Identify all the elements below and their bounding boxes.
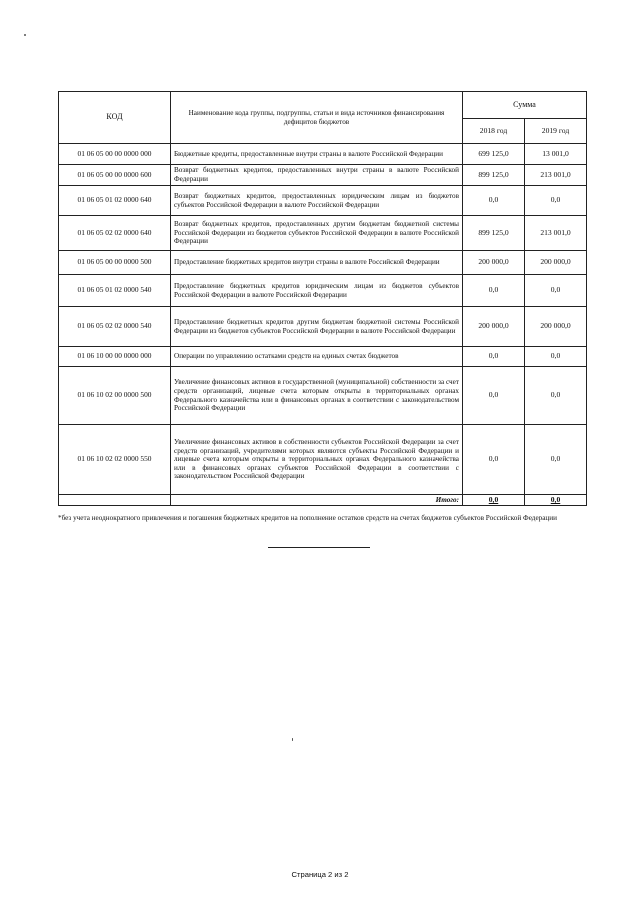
row-code: 01 06 05 00 00 0000 600 bbox=[59, 165, 171, 186]
row-name: Предоставление бюджетных кредитов другим бюджетам бюджетной системы Российской Федерации из бюджетов субъектов Российской Федерации в валюте Российской Федерации bbox=[171, 307, 463, 347]
row-value-2019: 13 001,0 bbox=[525, 144, 587, 165]
table-row bbox=[59, 307, 587, 347]
row-value-2018: 699 125,0 bbox=[463, 144, 525, 165]
row-value-2019: 200 000,0 bbox=[525, 251, 587, 275]
scan-speck bbox=[24, 34, 26, 36]
scan-speck bbox=[292, 738, 293, 741]
row-value-2018: 899 125,0 bbox=[463, 216, 525, 251]
row-value-2019: 0,0 bbox=[525, 367, 587, 425]
row-value-2018: 899 125,0 bbox=[463, 165, 525, 186]
row-name: Увеличение финансовых активов в собственности субъектов Российской Федерации за счет средств организаций, учредителями которых являются субъекты Российской Федерации и лицевые счета которым открыты в территориальных органах Федерального казначейства или в финансовых органах субъектов Российской Федерации в соответствии с законодательством Российской Федерации bbox=[171, 425, 463, 495]
table-row bbox=[59, 251, 587, 275]
footnote: *без учета неоднократного привлечения и погашения бюджетных кредитов на пополнение остатков средств на счетах бюджетов субъектов Российской Федерации bbox=[58, 514, 557, 522]
table-row bbox=[59, 186, 587, 216]
row-code: 01 06 05 01 02 0000 640 bbox=[59, 186, 171, 216]
row-code: 01 06 10 00 00 0000 000 bbox=[59, 347, 171, 367]
row-value-2018: 200 000,0 bbox=[463, 307, 525, 347]
total-value-2018: 0,0 bbox=[463, 495, 525, 506]
row-code: 01 06 05 02 02 0000 640 bbox=[59, 216, 171, 251]
row-value-2019: 200 000,0 bbox=[525, 307, 587, 347]
table-row bbox=[59, 216, 587, 251]
total-value-2019: 0,0 bbox=[525, 495, 587, 506]
header-code: КОД bbox=[59, 92, 171, 144]
header-year-2019: 2019 год bbox=[525, 119, 587, 144]
table-row bbox=[59, 367, 587, 425]
header-name: Наименование кода группы, подгруппы, статьи и вида источников финансирования дефицитов бюджетов bbox=[171, 92, 463, 144]
financing-sources-table bbox=[58, 91, 587, 506]
row-value-2019: 213 001,0 bbox=[525, 165, 587, 186]
row-value-2018: 0,0 bbox=[463, 367, 525, 425]
total-blank-cell bbox=[59, 495, 171, 506]
row-name: Увеличение финансовых активов в государственной (муниципальной) собственности за счет средств организаций, лицевые счета которым открыты в территориальных органах Федерального казначейства или в финансовых органах в соответствии с законодательством Российской Федерации bbox=[171, 367, 463, 425]
row-code: 01 06 05 02 02 0000 540 bbox=[59, 307, 171, 347]
row-name: Предоставление бюджетных кредитов внутри страны в валюте Российской Федерации bbox=[171, 251, 463, 275]
row-value-2018: 0,0 bbox=[463, 347, 525, 367]
row-name: Возврат бюджетных кредитов, предоставленных юридическим лицам из бюджетов субъектов Российской Федерации в валюте Российской Федерации bbox=[171, 186, 463, 216]
row-name: Операции по управлению остатками средств на единых счетах бюджетов bbox=[171, 347, 463, 367]
row-value-2018: 0,0 bbox=[463, 186, 525, 216]
row-code: 01 06 10 02 02 0000 550 bbox=[59, 425, 171, 495]
row-name: Возврат бюджетных кредитов, предоставленных другим бюджетам бюджетной системы Российской Федерации из бюджетов субъектов Российской Федерации в валюте Российской Федерации bbox=[171, 216, 463, 251]
row-value-2018: 0,0 bbox=[463, 425, 525, 495]
header-year-2018: 2018 год bbox=[463, 119, 525, 144]
row-value-2018: 200 000,0 bbox=[463, 251, 525, 275]
table-row bbox=[59, 165, 587, 186]
row-value-2019: 0,0 bbox=[525, 347, 587, 367]
row-name: Предоставление бюджетных кредитов юридическим лицам из бюджетов субъектов Российской Федерации в валюте Российской Федерации bbox=[171, 275, 463, 307]
row-value-2018: 0,0 bbox=[463, 275, 525, 307]
page-number: Страница 2 из 2 bbox=[291, 870, 349, 879]
row-value-2019: 0,0 bbox=[525, 275, 587, 307]
table-row bbox=[59, 275, 587, 307]
row-code: 01 06 10 02 00 0000 500 bbox=[59, 367, 171, 425]
row-name: Возврат бюджетных кредитов, предоставленных внутри страны в валюте Российской Федерации bbox=[171, 165, 463, 186]
separator-line bbox=[268, 547, 370, 548]
row-code: 01 06 05 00 00 0000 500 bbox=[59, 251, 171, 275]
table-row bbox=[59, 347, 587, 367]
row-code: 01 06 05 00 00 0000 000 bbox=[59, 144, 171, 165]
table-row bbox=[59, 425, 587, 495]
total-label: Итого: bbox=[171, 495, 463, 506]
table-total-row bbox=[59, 495, 587, 506]
table-header-row bbox=[59, 92, 587, 119]
table-row bbox=[59, 144, 587, 165]
row-code: 01 06 05 01 02 0000 540 bbox=[59, 275, 171, 307]
row-value-2019: 0,0 bbox=[525, 425, 587, 495]
row-value-2019: 213 001,0 bbox=[525, 216, 587, 251]
row-value-2019: 0,0 bbox=[525, 186, 587, 216]
row-name: Бюджетные кредиты, предоставленные внутри страны в валюте Российской Федерации bbox=[171, 144, 463, 165]
header-sum: Сумма bbox=[463, 92, 587, 119]
